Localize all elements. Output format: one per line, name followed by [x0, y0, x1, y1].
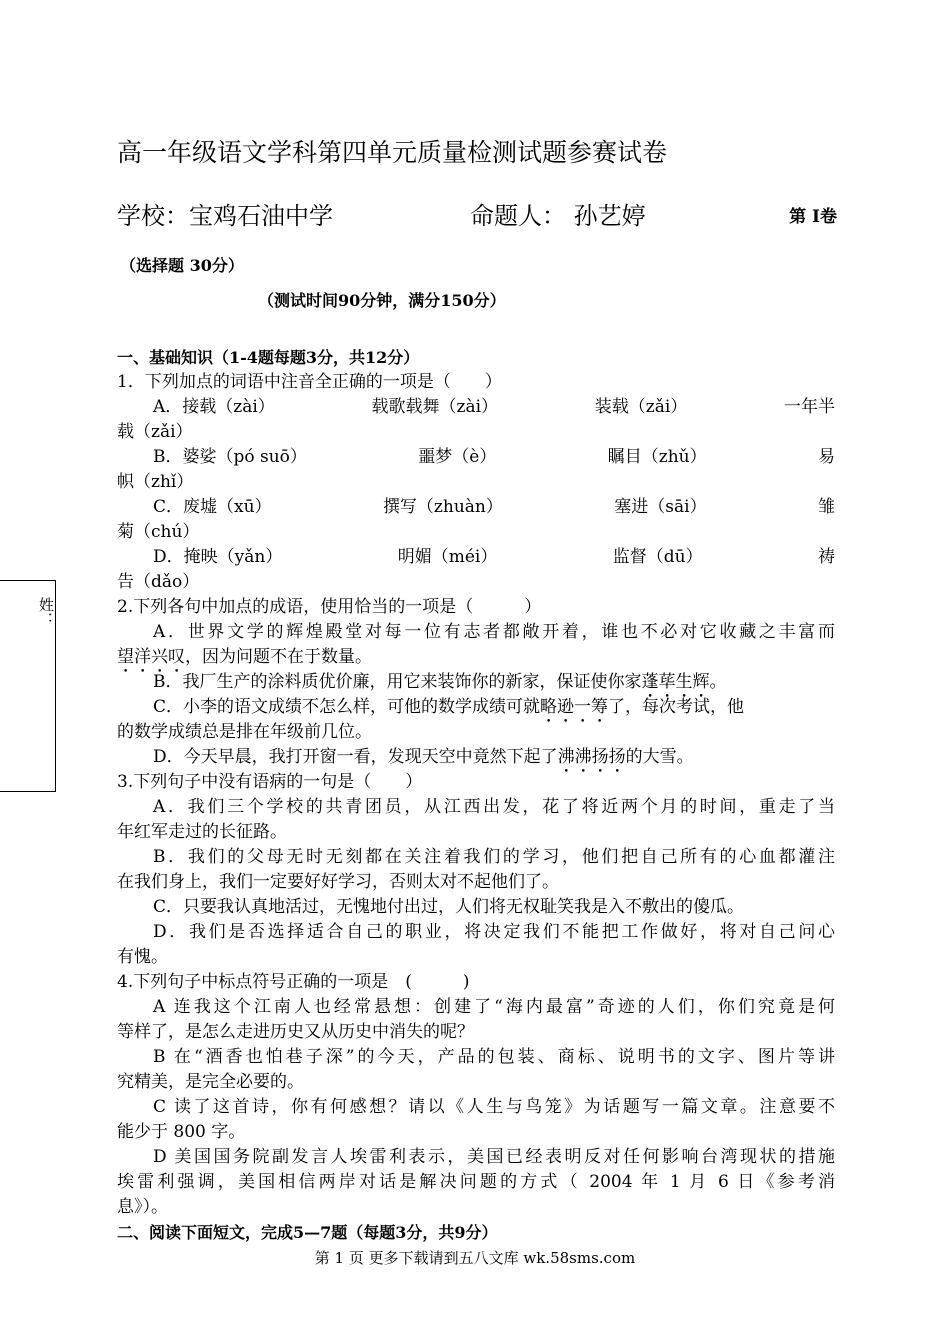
q1-option-b-tail: 帜（zhǐ）	[117, 472, 194, 492]
q1-option-a	[117, 395, 835, 420]
q3-option-d-line1: D．我们是否选择适合自己的职业，将决定我们不能把工作做好，将对自己问心	[153, 922, 835, 942]
q1-stem: 1．下列加点的词语中注音全正确的一项是（ ）	[117, 372, 502, 392]
q1-c-1: C．废墟（xū）	[153, 497, 272, 517]
q1-d-3: 监督（dū）	[612, 547, 703, 567]
q2-b-post: 。	[709, 672, 727, 692]
q4-option-c-line2: 能少于 800 字。	[117, 1122, 246, 1142]
q1-b-4: 易	[817, 447, 835, 467]
q3-option-d-line2: 有愧。	[117, 947, 168, 967]
q4-option-a-line1: A 连我这个江南人也经常悬想：创建了“海内最富”奇迹的人们，你们究竟是何	[153, 997, 835, 1017]
name-side-box	[0, 580, 56, 792]
q2-d-post: 的大雪。	[625, 747, 694, 767]
q3-option-a-line2: 年红军走过的长征路。	[117, 822, 287, 842]
question-content	[117, 345, 835, 1245]
page-title: 高一年级语文学科第四单元质量检测试题参赛试卷	[117, 138, 668, 167]
q1-c-4: 雏	[817, 497, 835, 517]
q2-b-dotted-idiom: 蓬荜生辉	[641, 672, 710, 692]
q2-option-a-line1: A．世界文学的辉煌殿堂对每一位有志者都敞开着，谁也不必对它收藏之丰富而	[153, 622, 835, 642]
q3-option-b-line2: 在我们身上，我们一定要好好学习，否则太对不起他们了。	[117, 872, 559, 892]
q4-option-b-line1: B 在“酒香也怕巷子深”的今天，产品的包装、商标、说明书的文字、图片等讲	[153, 1047, 835, 1067]
section-1-heading: 一、基础知识（1-4题每题3分，共12分）	[117, 348, 420, 367]
q1-d-4: 祷	[817, 547, 835, 567]
q1-a-4: 一年半	[783, 397, 835, 417]
q1-option-d-tail: 告（dǎo）	[117, 572, 200, 592]
q2-option-a-line2	[117, 645, 835, 670]
q2-d-pre: D．今天早晨，我打开窗一看，发现天空中竟然下起了	[153, 747, 558, 767]
q1-b-2: 噩梦（è）	[418, 447, 497, 467]
q2-c-dotted-idiom: 略逊一筹	[540, 697, 609, 717]
q1-option-c-tail: 菊（chú）	[117, 522, 200, 542]
q1-c-3: 塞进（sāi）	[614, 497, 707, 517]
q4-option-b-line2: 究精美，是完全必要的。	[117, 1072, 304, 1092]
q3-option-b-line1: B．我们的父母无时无刻都在关注着我们的学习，他们把自己所有的心血都灌注	[153, 847, 835, 867]
q4-option-d-line1: D 美国国务院副发言人埃雷利表示，美国已经表明反对任何影响台湾现状的措施	[153, 1147, 835, 1167]
q1-a-3: 装载（zǎi）	[594, 397, 688, 417]
q1-b-3: 瞩目（zhǔ）	[607, 447, 707, 467]
q2-stem: 2.下列各句中加点的成语，使用恰当的一项是（ ）	[117, 597, 542, 617]
page-footer: 第 1 页 更多下载请到五八文库 wk.58sms.com	[314, 1249, 636, 1267]
q2-a-dotted-idiom: 望洋兴叹	[117, 647, 185, 667]
q2-option-d	[117, 745, 835, 770]
q2-option-c-line1	[117, 695, 835, 720]
q1-d-2: 明媚（méi）	[397, 547, 498, 567]
q3-option-c: C．只要我认真地活过，无愧地付出过，人们将无权耻笑我是入不敷出的傻瓜。	[153, 897, 745, 917]
q2-b-pre: B．我厂生产的涂料质优价廉，用它来装饰你的新家，保证使你家	[153, 672, 642, 692]
q4-option-d-line2: 埃雷利强调，美国相信两岸对话是解决问题的方式（ 2004 年 1 月 6 日《参考消	[117, 1172, 835, 1192]
q3-option-a-line1: A．我们三个学校的共青团员，从江西出发，花了将近两个月的时间，重走了当	[153, 797, 835, 817]
volume-label: 第 Ⅰ卷	[789, 207, 837, 227]
q1-a-1: A．接载（zài）	[153, 397, 275, 417]
q4-option-c-line1: C 读了这首诗，你有何感想？请以《人生与鸟笼》为话题写一篇文章。注意要不	[153, 1097, 835, 1117]
q4-stem: 4.下列句子中标点符号正确的一项是 ( )	[117, 972, 470, 992]
q1-c-2: 撰写（zhuàn）	[382, 497, 503, 517]
q1-option-a-tail: 载（zǎi）	[117, 422, 193, 442]
time-note: （测试时间90分钟，满分150分）	[258, 291, 506, 310]
q2-c-post: 了，每次考试，他	[608, 697, 745, 717]
volume-subtitle: （选择题 30分）	[120, 256, 244, 275]
school-label: 学校：宝鸡石油中学	[117, 202, 333, 230]
q3-stem: 3.下列句子中没有语病的一句是（ ）	[117, 772, 423, 792]
q4-option-a-line2: 等样了，是怎么走进历史又从历史中消失的呢？	[117, 1022, 474, 1042]
section-2-heading: 二、阅读下面短文，完成5—7题（每题3分，共9分）	[117, 1223, 498, 1242]
q2-c-pre: C．小李的语文成绩不怎么样，可他的数学成绩可就	[153, 697, 541, 717]
q4-option-d-line3: 息》）。	[117, 1197, 168, 1217]
q1-d-1: D．掩映（yǎn）	[153, 547, 283, 567]
name-label: 姓：	[37, 597, 55, 627]
q1-a-2: 载歌载舞（zài）	[371, 397, 499, 417]
author-label: 命题人： 孙艺婷	[470, 202, 646, 230]
q2-d-dotted-idiom: 沸沸扬扬	[557, 747, 626, 767]
q1-option-b	[117, 445, 835, 470]
q2-option-c-line2: 的数学成绩总是排在年级前几位。	[117, 722, 372, 742]
q1-option-d	[117, 545, 835, 570]
q2-option-b	[117, 670, 835, 695]
q2-a-rest: ，因为问题不在于数量。	[185, 647, 372, 667]
q1-b-1: B．婆娑（pó suō）	[153, 447, 307, 467]
q1-option-c	[117, 495, 835, 520]
